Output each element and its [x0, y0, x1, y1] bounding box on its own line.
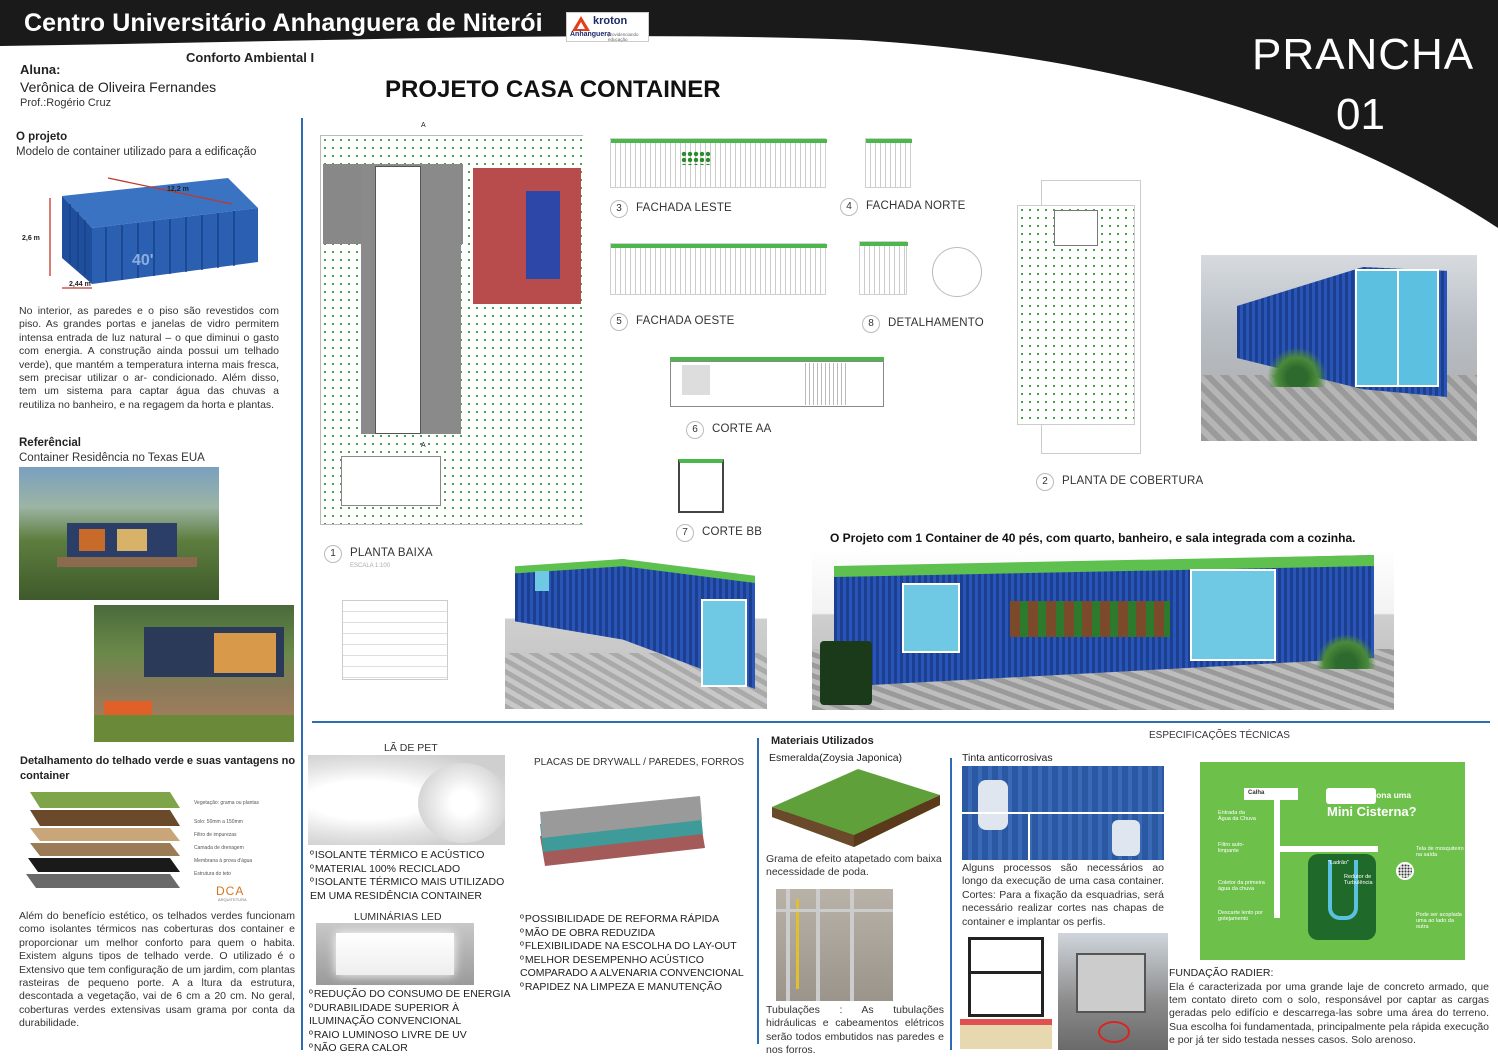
student-label: Aluna: — [20, 62, 61, 77]
pipes-photo — [776, 889, 893, 1001]
green-roof-heading: Detalhamento do telhado verde e suas vantagens no container — [20, 755, 296, 782]
grass-sample-illustration — [768, 765, 944, 851]
drawing-number: 5 — [610, 313, 628, 331]
materials-col-divider-1 — [757, 738, 759, 1044]
kroton-wordmark: kroton — [593, 15, 628, 27]
grass-title: Esmeralda(Zoysia Japonica) — [769, 752, 903, 764]
cistern-title: Como Funciona uma — [1327, 790, 1412, 800]
drawing-label-6 — [686, 419, 772, 439]
pet-wool-item: º ISOLANTE TÉRMICO MAIS UTILIZADO EM UMA RESIDÊNCIA CONTAINER — [310, 876, 510, 903]
radier-title: FUNDAÇÃO RADIER: — [1169, 967, 1274, 979]
drawing-title: DETALHAMENTO — [888, 317, 984, 329]
detail-drawing — [859, 241, 907, 295]
pipes-text: Tubulações : As tubulações hidráulicas e cabeamentos elétricos serão todos embutidos nas paredes e nos forros. — [766, 1004, 944, 1057]
radier-text: Ela é caracterizada por uma grande laje de concreto armado, que tem contato direto com o solo, responsável por captar as cargas geradas pelo edifício e descarrega-las sobre uma área do terreno. Sua escolha foi fundamentada, principalmente pela rápida execução e por já ter sido testada nesses casos. Solo arenoso. — [1169, 981, 1489, 1046]
project-description: No interior, as paredes e o piso são revestidos com piso. As grandes portas e janelas de vidro permitem intensa entrada de luz natural – o que diminui o gasto com energia. A construção ainda possui um telhado verde), que mantém a temperatura interna mais fresca, sem precisar utilizar o ar- condicionado. Além disso, tem um sistema para captar água das chuvas a reutiliza no banheiro, e na regagem da horta e plantas. — [19, 305, 279, 411]
university-title: Centro Universitário Anhanguera de Niterói — [24, 9, 543, 37]
dim-width: 2,44 m — [69, 281, 91, 288]
roof-layer-label: Filtro de impurezas — [194, 832, 237, 838]
drawing-title: PLANTA DE COBERTURA — [1062, 475, 1204, 487]
green-roof-layers-diagram — [20, 788, 300, 904]
cistern-label: Entrada da Água da Chuva — [1218, 810, 1256, 822]
paint-title: Tinta anticorrosivas — [962, 752, 1053, 764]
section-aa-drawing — [630, 353, 900, 413]
led-title: LUMINÁRIAS LED — [354, 911, 442, 923]
cistern-label: Tela de mosquiteiro na saída — [1416, 846, 1464, 858]
drawing-label-5 — [610, 311, 734, 331]
green-roof-description: Além do benefício estético, os telhados verdes funcionam como isolantes térmicos nas coberturas dos container e proporcionar um melhor conforto para quem o habita. Existem alguns tipos de telhado verde. O utilizado é o Extensivo que tem configuração de um jardim, com plantas rasteiras de pequeno porte. A a ltura da estrutura, descontada a vegetação, vai de 6 cm a 20 cm. No geral, coberturas verdes extensivas usam grama por conta da durabilidade. — [19, 910, 295, 1030]
drawing-title: CORTE BB — [702, 526, 763, 538]
project-subheading: Modelo de container utilizado para a edificação — [16, 146, 257, 158]
reference-subheading: Container Residência no Texas EUA — [19, 452, 205, 464]
pet-wool-list — [310, 849, 510, 903]
cistern-label: Coletor da primeira água da chuva — [1218, 880, 1265, 892]
drawing-number: 8 — [862, 315, 880, 333]
render-container-main — [812, 549, 1394, 710]
anhanguera-triangle-icon — [572, 16, 590, 31]
drawing-label-7 — [676, 522, 762, 542]
pet-wool-photo — [308, 755, 505, 845]
roof-layer-label: Estrutura do teto — [194, 871, 231, 877]
east-facade-drawing — [610, 138, 826, 188]
drawing-title: FACHADA NORTE — [866, 200, 966, 212]
container-diagram — [18, 168, 276, 294]
drywall-list — [520, 913, 756, 995]
drawing-title: PLANTA BAIXA — [350, 547, 433, 559]
render-caption: O Projeto com 1 Container de 40 pés, com quarto, banheiro, e sala integrada com a cozinha. — [830, 531, 1356, 545]
cistern-label: Calha — [1248, 790, 1265, 796]
radier-photo — [1058, 933, 1168, 1050]
cistern-label: Pode ser acoplada uma ao lado da outra — [1416, 912, 1462, 930]
section-mark-bottom: A — [421, 442, 426, 449]
cistern-title-2: Mini Cisterna? — [1327, 804, 1417, 819]
drawing-label-3 — [610, 198, 732, 218]
dca-logo: DCA — [216, 884, 245, 898]
radier-diagram — [960, 931, 1052, 1049]
dca-logo-sub: ARQUITETURA — [218, 897, 247, 902]
drawing-label-8 — [862, 313, 984, 333]
drawing-title: FACHADA LESTE — [636, 202, 732, 214]
project-title: PROJETO CASA CONTAINER — [385, 76, 721, 103]
shipping-container-illustration — [18, 168, 276, 294]
drawing-title: FACHADA OESTE — [636, 315, 735, 327]
drawing-label-1 — [324, 543, 433, 569]
led-item: º DURABILIDADE SUPERIOR À ILUMINAÇÃO CONVENCIONAL — [309, 1002, 517, 1029]
reference-heading: Referêncial — [19, 437, 82, 449]
drawing-number: 4 — [840, 198, 858, 216]
led-item: º REDUÇÃO DO CONSUMO DE ENERGIA — [309, 988, 517, 1002]
cistern-label: Redutor de Turbulência — [1344, 874, 1373, 886]
drawing-title: CORTE AA — [712, 423, 772, 435]
materials-col-divider-2 — [950, 758, 952, 1050]
roof-layer-label: Membrana à prova d'água — [194, 858, 253, 864]
led-photo — [316, 923, 474, 985]
reference-photo-1 — [19, 467, 219, 600]
section-mark-top: A — [421, 122, 426, 129]
roof-plan-drawing — [1017, 205, 1135, 425]
logo-tagline: providenciando educação — [608, 32, 639, 42]
materials-divider — [312, 721, 1490, 723]
drawing-scale: ESCALA 1:100 — [350, 563, 391, 569]
drywall-item: º MELHOR DESEMPENHO ACÚSTICO COMPARADO A ALVENARIA CONVENCIONAL — [520, 954, 756, 981]
cistern-label: Descarte lento por gotejamento — [1218, 910, 1263, 922]
drywall-item: º MÃO DE OBRA REDUZIDA — [520, 927, 756, 941]
paint-photo — [962, 766, 1164, 860]
roof-layer-label: Solo: 50mm a 150mm — [194, 819, 243, 825]
west-facade-drawing — [610, 243, 826, 295]
prancha-number: 01 — [1336, 90, 1385, 139]
left-column-divider — [301, 118, 303, 1050]
section-bb-drawing — [678, 459, 724, 513]
led-item: º RAIO LUMINOSO LIVRE DE UV — [309, 1029, 517, 1043]
render-container-left — [505, 557, 767, 709]
cistern-label: "Ladrão" — [1328, 860, 1350, 866]
drawing-number: 3 — [610, 200, 628, 218]
drywall-boards-illustration — [540, 796, 705, 884]
student-name: Verônica de Oliveira Fernandes — [20, 79, 217, 95]
roof-layer-labels — [180, 796, 300, 877]
dim-height: 2,6 m — [22, 235, 40, 242]
drawing-number: 1 — [324, 545, 342, 563]
reference-photo-2 — [94, 605, 294, 742]
dim-40ft: 40' — [132, 252, 154, 269]
grass-text: Grama de efeito atapetado com baixa necessidade de poda. — [766, 853, 942, 879]
kroton-logo — [566, 12, 649, 42]
prancha-label: PRANCHA — [1252, 30, 1475, 79]
pet-wool-title: LÃ DE PET — [384, 742, 438, 754]
drawing-number: 6 — [686, 421, 704, 439]
drywall-item: º POSSIBILIDADE DE REFORMA RÁPIDA — [520, 913, 756, 927]
professor-name: Prof.:Rogério Cruz — [20, 97, 112, 109]
drawing-number: 2 — [1036, 473, 1054, 491]
project-heading: O projeto — [16, 131, 68, 143]
materials-heading: Materiais Utilizados — [771, 735, 874, 747]
drywall-title: PLACAS DE DRYWALL / PAREDES, FORROS — [534, 757, 745, 768]
roof-layer-label: Vegetação: grama ou plantas — [194, 800, 260, 806]
render-top-right — [1201, 255, 1477, 441]
roof-layer-label: Camada de drenagem — [194, 845, 244, 851]
dim-length: 12,2 m — [167, 186, 189, 193]
drawing-number: 7 — [676, 524, 694, 542]
drywall-item: º RAPIDEZ NA LIMPEZA E MANUTENÇÃO — [520, 981, 756, 995]
area-table — [342, 600, 448, 680]
pet-wool-item: º ISOLANTE TÉRMICO E ACÚSTICO — [310, 849, 510, 863]
cistern-infographic — [1200, 762, 1465, 960]
led-list — [309, 988, 517, 1056]
specs-heading: ESPECIFICAÇÕES TÉCNICAS — [1149, 730, 1290, 741]
drawing-label-4 — [840, 196, 966, 216]
led-item: º NÃO GERA CALOR — [309, 1042, 517, 1056]
drywall-item: º FLEXIBILIDADE NA ESCOLHA DO LAY-OUT — [520, 940, 756, 954]
drywall-photo — [540, 796, 705, 884]
pet-wool-item: º MATERIAL 100% RECICLADO — [310, 863, 510, 877]
anhanguera-wordmark: Anhanguera — [570, 31, 611, 38]
north-facade-drawing — [865, 138, 911, 188]
floor-plan-drawing — [320, 122, 583, 525]
drawing-label-2 — [1036, 471, 1203, 491]
detail-circle — [932, 247, 982, 297]
course-name: Conforto Ambiental I — [186, 50, 315, 65]
paint-text: Alguns processos são necessários ao longo da execução de uma casa container. Cortes: Para a fixação da esquadrias, será necessário realizar cortes nas chapas de container e implantar os perfis. — [962, 862, 1164, 928]
cistern-label: Filtro auto-limpante — [1218, 842, 1245, 854]
grass-photo — [768, 765, 944, 851]
